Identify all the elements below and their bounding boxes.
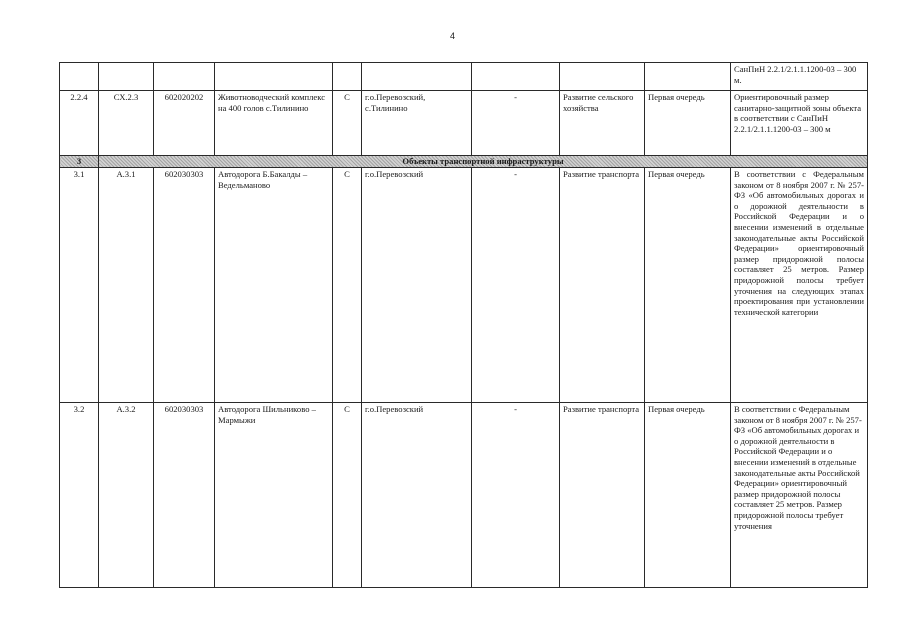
cell-note: СанПиН 2.2.1/2.1.1.1200-03 – 300 м. — [731, 63, 868, 91]
cell-status: С — [333, 403, 362, 588]
cell-note: Ориентировочный размер санитарно-защитной зоны объекта в соответствии с СанПиН 2.2.1/2.1.1.1200-03 – 300 м — [731, 91, 868, 156]
cell-number: 3.2 — [60, 403, 99, 588]
cell-empty — [560, 63, 645, 91]
cell-name: Автодорога Б.Бакалды – Ведельманово — [215, 168, 333, 403]
cell-note: В соответствии с Федеральным законом от 8 ноября 2007 г. № 257-ФЗ «Об автомобильных дорогах и о дорожной деятельности в Российской Федерации и о внесении изменений в отдельные законодательные акты Российской Федерации» ориентировочный размер придорожной полосы составляет 25 метров. Размер придорожной полосы требует уточнения на следующих этапах проектирования при установлении технической категории — [731, 168, 868, 403]
cell-purpose: Развитие сельского хозяйства — [560, 91, 645, 156]
cell-dash: - — [472, 168, 560, 403]
table-row-continuation — [60, 63, 868, 91]
cell-number: 3.1 — [60, 168, 99, 403]
cell-name: Автодорога Шильниково – Мармыжи — [215, 403, 333, 588]
cell-empty — [645, 63, 731, 91]
cell-empty — [472, 63, 560, 91]
cell-location: г.о.Перевозский — [362, 403, 472, 588]
cell-location: г.о.Перевозский — [362, 168, 472, 403]
cell-status: С — [333, 91, 362, 156]
cell-purpose: Развитие транспорта — [560, 403, 645, 588]
cell-empty — [362, 63, 472, 91]
section-number: 3 — [60, 156, 99, 168]
table-row — [60, 403, 868, 588]
cell-empty — [333, 63, 362, 91]
cell-location: г.о.Перевозский, с.Тилинино — [362, 91, 472, 156]
cell-stage: Первая очередь — [645, 91, 731, 156]
cell-number: 2.2.4 — [60, 91, 99, 156]
cell-class-code: 602030303 — [154, 403, 215, 588]
cell-empty — [99, 63, 154, 91]
cell-code: СХ.2.3 — [99, 91, 154, 156]
cell-code: А.3.2 — [99, 403, 154, 588]
cell-name: Животноводческий комплекс на 400 голов с.Тилинино — [215, 91, 333, 156]
cell-note: В соответствии с Федеральным законом от 8 ноября 2007 г. № 257-ФЗ «Об автомобильных дорогах и о дорожной деятельности в Российской Федерации и о внесении изменений в отдельные законодательные акты Российской Федерации» ориентировочный размер придорожной полосы составляет 25 метров. Размер придорожной полосы требует уточнения — [731, 403, 868, 588]
cell-dash: - — [472, 403, 560, 588]
table-row — [60, 91, 868, 156]
cell-stage: Первая очередь — [645, 168, 731, 403]
cell-class-code: 602030303 — [154, 168, 215, 403]
cell-empty — [60, 63, 99, 91]
cell-empty — [215, 63, 333, 91]
cell-dash: - — [472, 91, 560, 156]
objects-table — [59, 62, 868, 588]
section-title: Объекты транспортной инфраструктуры — [99, 156, 868, 168]
cell-code: А.3.1 — [99, 168, 154, 403]
cell-empty — [154, 63, 215, 91]
table-row — [60, 168, 868, 403]
section-header-row — [60, 156, 868, 168]
page-number: 4 — [449, 31, 455, 41]
cell-class-code: 602020202 — [154, 91, 215, 156]
cell-stage: Первая очередь — [645, 403, 731, 588]
cell-status: С — [333, 168, 362, 403]
cell-purpose: Развитие транспорта — [560, 168, 645, 403]
